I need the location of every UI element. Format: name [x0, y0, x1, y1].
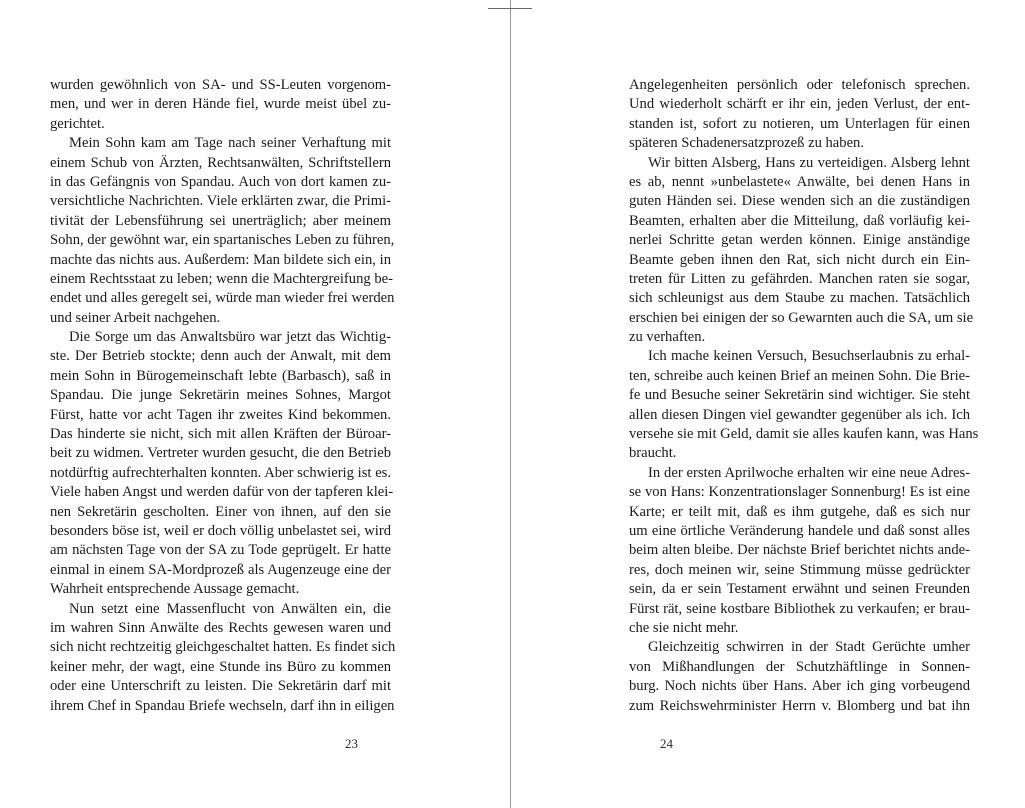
text-line: Beamte geben ihnen den Rat, sich nicht durch ein Ein-: [629, 251, 970, 268]
text-line: che sie nicht mehr.: [629, 619, 739, 636]
text-line: sich nicht rechtzeitig gleichgeschaltet hatten. Es findet sich: [50, 639, 396, 656]
text-line: Nun setzt eine Massenflucht von Anwälten ein, die: [69, 600, 391, 617]
text-line: späteren Schadenersatzprozeß zu haben.: [629, 135, 865, 152]
text-line: allen diesen Dingen viel gewandter gegenüber als ich. Ich: [629, 406, 970, 423]
text-line: notdürftig aufrechterhalten konnten. Aber schwierig ist es.: [50, 464, 391, 481]
text-line: Angelegenheiten persönlich oder telefonisch sprechen.: [629, 77, 970, 93]
text-line: Wir bitten Alsberg, Hans zu verteidigen. Alsberg lehnt: [648, 154, 970, 171]
right-page-text: [629, 76, 979, 716]
text-line: ihrem Chef in Spandau Briefe wechseln, darf ihn in eiligen: [50, 697, 395, 714]
text-line: Karte; er teilt mit, daß es ihm gutgehe, daß es sich nur: [629, 503, 970, 520]
left-page-number: 23: [345, 736, 358, 751]
text-line: endet und alles geregelt sei, würde man wieder frei werden: [50, 290, 395, 307]
text-line: guten Händen sei. Diese wenden sich an die zuständigen: [629, 193, 970, 210]
text-line: braucht.: [629, 445, 677, 462]
text-line: ste. Der Betrieb stockte; denn auch der Anwalt, mit dem: [50, 348, 391, 365]
text-line: treten für Litten zu gefährden. Manchen raten sie sogar,: [629, 270, 970, 287]
text-line: nen Sekretärin gescholten. Einer von ihnen, auf den sie: [50, 503, 391, 520]
crop-mark: [488, 8, 532, 9]
text-line: res, doch meinen wir, seine Stimmung müsse gedrückter: [629, 561, 970, 578]
text-line: gerichtet.: [50, 115, 105, 132]
text-line: am nächsten Tage von der SA zu Tode geprügelt. Er hatte: [50, 542, 391, 559]
text-line: versichtliche Nachrichten. Viele erklärten zwar, die Primi-: [50, 193, 391, 210]
text-line: Fürst, hatte vor acht Tagen ihr zweites Kind bekommen.: [50, 406, 391, 423]
text-line: Gleichzeitig schwirren in der Stadt Gerüchte umher: [648, 639, 970, 656]
text-line: Wahrheit entsprechende Aussage gemacht.: [50, 581, 300, 598]
left-page-text: [50, 76, 396, 716]
text-line: es ab, nennt »unbelastete« Anwälte, bei denen Hans in: [629, 173, 970, 190]
text-line: von Mißhandlungen der Schutzhäftlinge in Sonnen-: [629, 658, 970, 675]
text-line: keiner mehr, der wagt, eine Stunde ins Büro zu kommen: [50, 658, 391, 675]
text-line: versehe sie mit Geld, damit sie alles kaufen kann, was Hans: [629, 426, 979, 443]
text-line: Mein Sohn kam am Tage nach seiner Verhaftung mit: [69, 135, 391, 152]
text-line: beit zu widmen. Vertreter wurden gesucht, die den Betrieb: [50, 445, 391, 462]
text-line: Spandau. Die junge Sekretärin meines Sohnes, Margot: [50, 387, 391, 404]
text-line: Viele haben Angst und werden dafür von der tapferen klei-: [50, 484, 394, 501]
text-line: nerlei Schritte getan werden können. Einige anständige: [629, 232, 970, 249]
text-line: einem Rechtsstaat zu leben; wenn die Machtergreifung be-: [50, 270, 393, 287]
right-page-body: [629, 76, 979, 716]
text-line: wurden gewöhnlich von SA- und SS-Leuten vorgenom-: [50, 77, 391, 93]
text-line: machte das nichts aus. Außerdem: Man bildete sich ein, in: [50, 251, 391, 268]
left-page-body: [50, 76, 396, 716]
text-line: tivität der Lebensführung sei unerträglich; aber meinem: [50, 212, 391, 229]
text-line: erschien bei einigen der so Gewarnten auch die SA, um sie: [629, 309, 974, 326]
text-line: se von Hans: Konzentrationslager Sonnenburg! Es ist eine: [629, 484, 970, 501]
text-line: besonders böse ist, weil er doch völlig unbelastet sei, wird: [50, 522, 391, 539]
text-line: burg. Noch nichts über Hans. Aber ich ging vorbeugend: [629, 678, 970, 695]
text-line: zum Reichswehrminister Herrn v. Blomberg und bat ihn: [629, 697, 970, 714]
right-page-number: 24: [660, 736, 673, 751]
book-spine: [510, 0, 511, 808]
text-line: im wahren Sinn Anwälte des Rechts gewesen waren und: [50, 619, 391, 636]
text-line: einem Schub von Ärzten, Rechtsanwälten, Schriftstellern: [50, 154, 391, 171]
text-line: in das Gefängnis von Spandau. Auch von dort kamen zu-: [50, 173, 391, 190]
text-line: um eine örtliche Veränderung handele und daß sonst alles: [629, 522, 970, 539]
text-line: Und wiederholt schärft er ihr ein, jeden Verlust, der ent-: [629, 96, 970, 113]
text-line: Fürst rät, seine kostbare Bibliothek zu verkaufen; er brau-: [629, 600, 970, 617]
text-line: standen ist, sofort zu notieren, um Unterlagen für einen: [629, 115, 970, 132]
text-line: Ich mache keinen Versuch, Besuchserlaubnis zu erhal-: [648, 348, 970, 365]
text-line: einmal in einem SA-Mordprozeß als Augenzeuge eine der: [50, 561, 391, 578]
text-line: und seiner Arbeit nachgehen.: [50, 309, 221, 326]
text-line: oder eine Unterschrift zu leisten. Die Sekretärin darf mit: [50, 678, 391, 695]
text-line: Beamten, erhalten aber die Mitteilung, daß vorläufig kei-: [629, 212, 970, 229]
text-line: fe und Besuche seiner Sekretärin sind wichtiger. Sie steht: [629, 387, 970, 404]
text-line: ten, schreibe auch keinen Brief an meinen Sohn. Die Brie-: [629, 367, 970, 384]
text-line: Sohn, der gewöhnt war, ein spartanisches Leben zu führen,: [50, 232, 395, 249]
text-line: In der ersten Aprilwoche erhalten wir eine neue Adres-: [648, 464, 970, 481]
text-line: beim alten bleibe. Der nächste Brief berichtet nichts ande-: [629, 542, 970, 559]
text-line: Die Sorge um das Anwaltsbüro war jetzt das Wichtig-: [69, 329, 391, 346]
text-line: mein Sohn in Bürogemeinschaft lebte (Barbasch), saß in: [50, 367, 391, 384]
text-line: Das hinderte sie nicht, sich mit allen Kräften der Büroar-: [50, 426, 391, 443]
text-line: men, und wer in deren Hände fiel, wurde meist übel zu-: [50, 96, 391, 113]
text-line: sein, da er sein Testament erwähnt und seinen Freunden: [629, 581, 970, 598]
text-line: sich schleunigst aus dem Staube zu machen. Tatsächlich: [629, 290, 970, 307]
text-line: zu verhaften.: [629, 329, 706, 346]
